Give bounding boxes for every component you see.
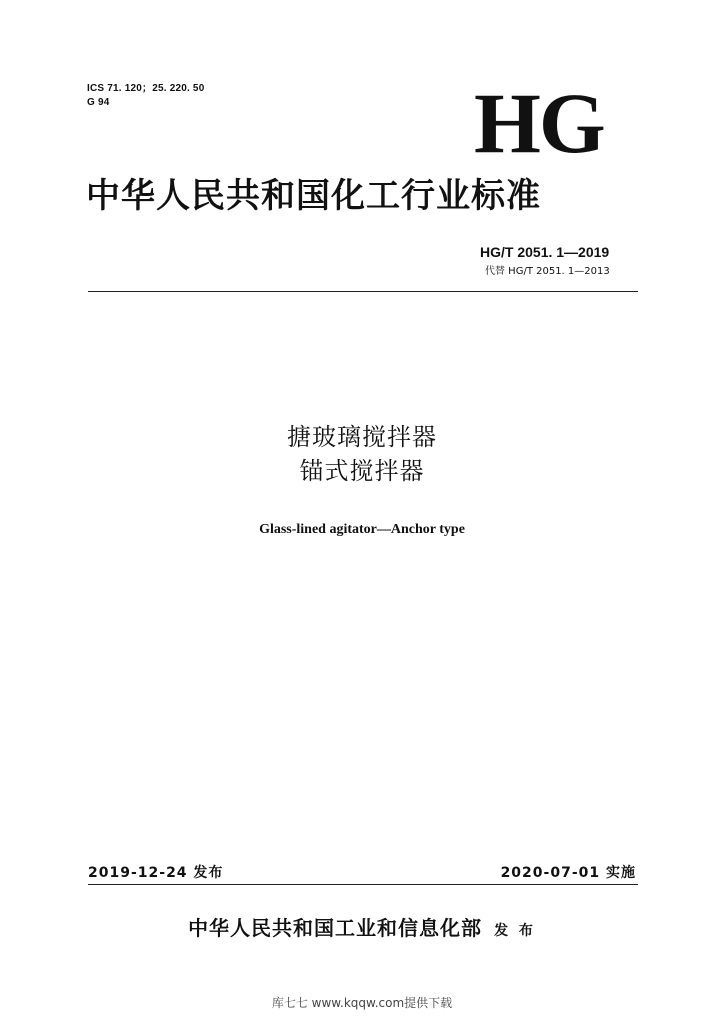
issuing-authority <box>0 914 724 945</box>
standard-type-title: 中华人民共和国化工行业标准 <box>86 176 541 216</box>
title-en: Glass-lined agitator—Anchor type <box>259 522 465 537</box>
ics-code: ICS 71. 120；25. 220. 50 <box>87 83 205 94</box>
download-watermark: 库七七 www.kqqw.com提供下载 <box>271 996 453 1010</box>
document-title-block <box>0 420 724 488</box>
classification-codes <box>87 82 204 110</box>
header-divider <box>88 291 638 292</box>
issuer-verb: 发 布 <box>494 923 536 939</box>
title-cn-line1: 搪玻璃搅拌器 <box>287 423 437 451</box>
hg-logo: HG <box>474 75 604 171</box>
title-cn-line2: 锚式搅拌器 <box>299 457 425 485</box>
ccs-code: G 94 <box>87 97 110 108</box>
issuer-name: 中华人民共和国工业和信息化部 <box>188 916 483 940</box>
footer-divider <box>88 884 638 885</box>
issue-date: 2019-12-24 发布 <box>88 865 224 881</box>
replaced-standard: 代替 HG/T 2051. 1—2013 <box>485 266 610 277</box>
implementation-date: 2020-07-01 实施 <box>500 865 636 881</box>
standard-number: HG/T 2051. 1—2019 <box>480 244 610 260</box>
